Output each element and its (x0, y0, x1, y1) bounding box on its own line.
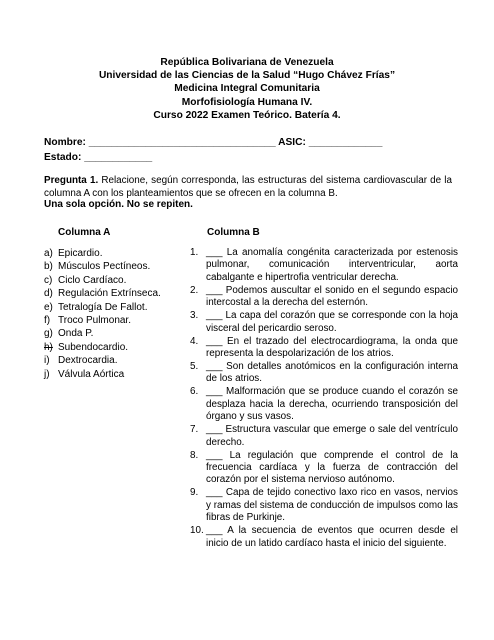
item-letter: d) (44, 288, 53, 300)
question-label: Pregunta 1. (44, 175, 99, 186)
item-letter: f) (44, 315, 51, 327)
item-letter: g) (44, 328, 53, 340)
header-university: Universidad de las Ciencias de la Salud “Hugo Chávez Frías” (98, 70, 396, 82)
header-country: República Bolivariana de Venezuela (160, 57, 334, 68)
list-item (44, 301, 161, 314)
item-text: ___ La capa del corazón que se corresponde con la hoja visceral del pericardio seroso. (206, 310, 458, 334)
list-item (190, 285, 458, 310)
question-1 (44, 174, 452, 200)
item-text: Onda P. (58, 328, 94, 340)
item-text: Subendocardio. (58, 341, 129, 353)
item-letter: j) (44, 368, 50, 380)
item-text: ___ Malformación que se produce cuando el corazón se desplaza hacia la derecha, ocurriendo transposición del órgano y sus vasos. (206, 386, 458, 423)
header-course: Curso 2022 Examen Teórico. Batería 4. (153, 109, 341, 121)
list-item (190, 361, 458, 386)
item-text: Troco Pulmonar. (58, 315, 131, 327)
list-item (190, 487, 458, 524)
student-fields (44, 135, 382, 165)
list-item (44, 287, 161, 300)
item-number: 2. (190, 284, 199, 296)
item-number: 10. (190, 525, 204, 537)
item-number: 1. (190, 247, 199, 258)
list-item (44, 274, 161, 287)
list-item (44, 368, 161, 381)
list-item (190, 310, 458, 335)
column-a-list (44, 247, 161, 381)
header-subject: Morfofisiología Humana IV. (181, 96, 313, 108)
item-text: Dextrocardia. (58, 355, 118, 367)
item-text: ___ La regulación que comprende el control de la frecuencia cardíaca y la fuerza de contracción del corazón por el sistema nervioso autónomo. (206, 449, 458, 486)
item-letter: c) (44, 274, 53, 286)
list-item (190, 525, 458, 550)
item-number: 6. (190, 386, 199, 398)
item-number: 9. (190, 487, 199, 499)
item-letter: b) (44, 261, 53, 273)
list-item (44, 354, 161, 367)
asic-field: ASIC: _____________ (278, 137, 383, 148)
item-text: Regulación Extrínseca. (58, 288, 161, 300)
item-number: 3. (190, 310, 199, 322)
item-text: ___ La anomalía congénita caracterizada por estenosis pulmonar, comunicación interventricular, aorta cabalgante e hipertrofia ventricular derecha. (206, 247, 458, 283)
nombre-field: Nombre: _________________________________ (44, 137, 276, 148)
item-number: 5. (190, 361, 199, 373)
list-item (44, 314, 161, 327)
item-text: Ciclo Cardíaco. (58, 274, 127, 286)
item-text: ___ A la secuencia de eventos que ocurren desde el inicio de un latido cardíaco hasta el inicio del siguiente. (206, 525, 458, 549)
item-text: Músculos Pectíneos. (58, 261, 151, 273)
question-rule: Una sola opción. No se repiten. (44, 199, 193, 210)
item-text: ___ Podemos auscultar el sonido en el segundo espacio intercostal a la derecha del esternón. (206, 284, 458, 309)
item-text: Válvula Aórtica (58, 368, 125, 380)
list-item (44, 341, 161, 354)
list-item (44, 260, 161, 273)
item-letter: i) (44, 355, 50, 367)
item-text: Epicardio. (58, 248, 103, 259)
item-letter: e) (44, 301, 53, 313)
list-item (190, 247, 458, 284)
column-b-list (190, 247, 458, 551)
list-item (190, 450, 458, 487)
list-item (44, 327, 161, 340)
item-text: Tetralogía De Fallot. (58, 301, 148, 313)
item-number: 7. (190, 424, 199, 436)
header-program: Medicina Integral Comunitaria (174, 83, 320, 95)
item-letter: h) (44, 341, 53, 353)
item-number: 4. (190, 335, 199, 347)
estado-field: Estado: ____________ (44, 152, 153, 163)
item-letter: a) (44, 248, 53, 259)
item-text: ___ Son detalles anotómicos en la configuración interna de los atrios. (206, 361, 458, 385)
item-text: ___ Estructura vascular que emerge o sale del ventrículo derecho. (206, 424, 458, 448)
list-item (190, 336, 458, 361)
item-text: ___ En el trazado del electrocardiograma, la onda que representa la despolarización de los atrios. (206, 335, 458, 360)
list-item (44, 247, 161, 260)
document-header (0, 56, 494, 122)
column-a-title: Columna A (58, 227, 111, 238)
item-text: ___ Capa de tejido conectivo laxo rico en vasos, nervios y ramas del sistema de conducción de impulsos como las fibras de Purkinje. (206, 487, 458, 524)
question-text: Relacione, según corresponda, las estructuras del sistema cardiovascular de la columna A con los planteamientos que se ofrecen en la columna B. (44, 175, 452, 200)
list-item (190, 424, 458, 449)
item-number: 8. (190, 449, 199, 461)
column-b-title: Columna B (207, 227, 260, 238)
list-item (190, 386, 458, 423)
